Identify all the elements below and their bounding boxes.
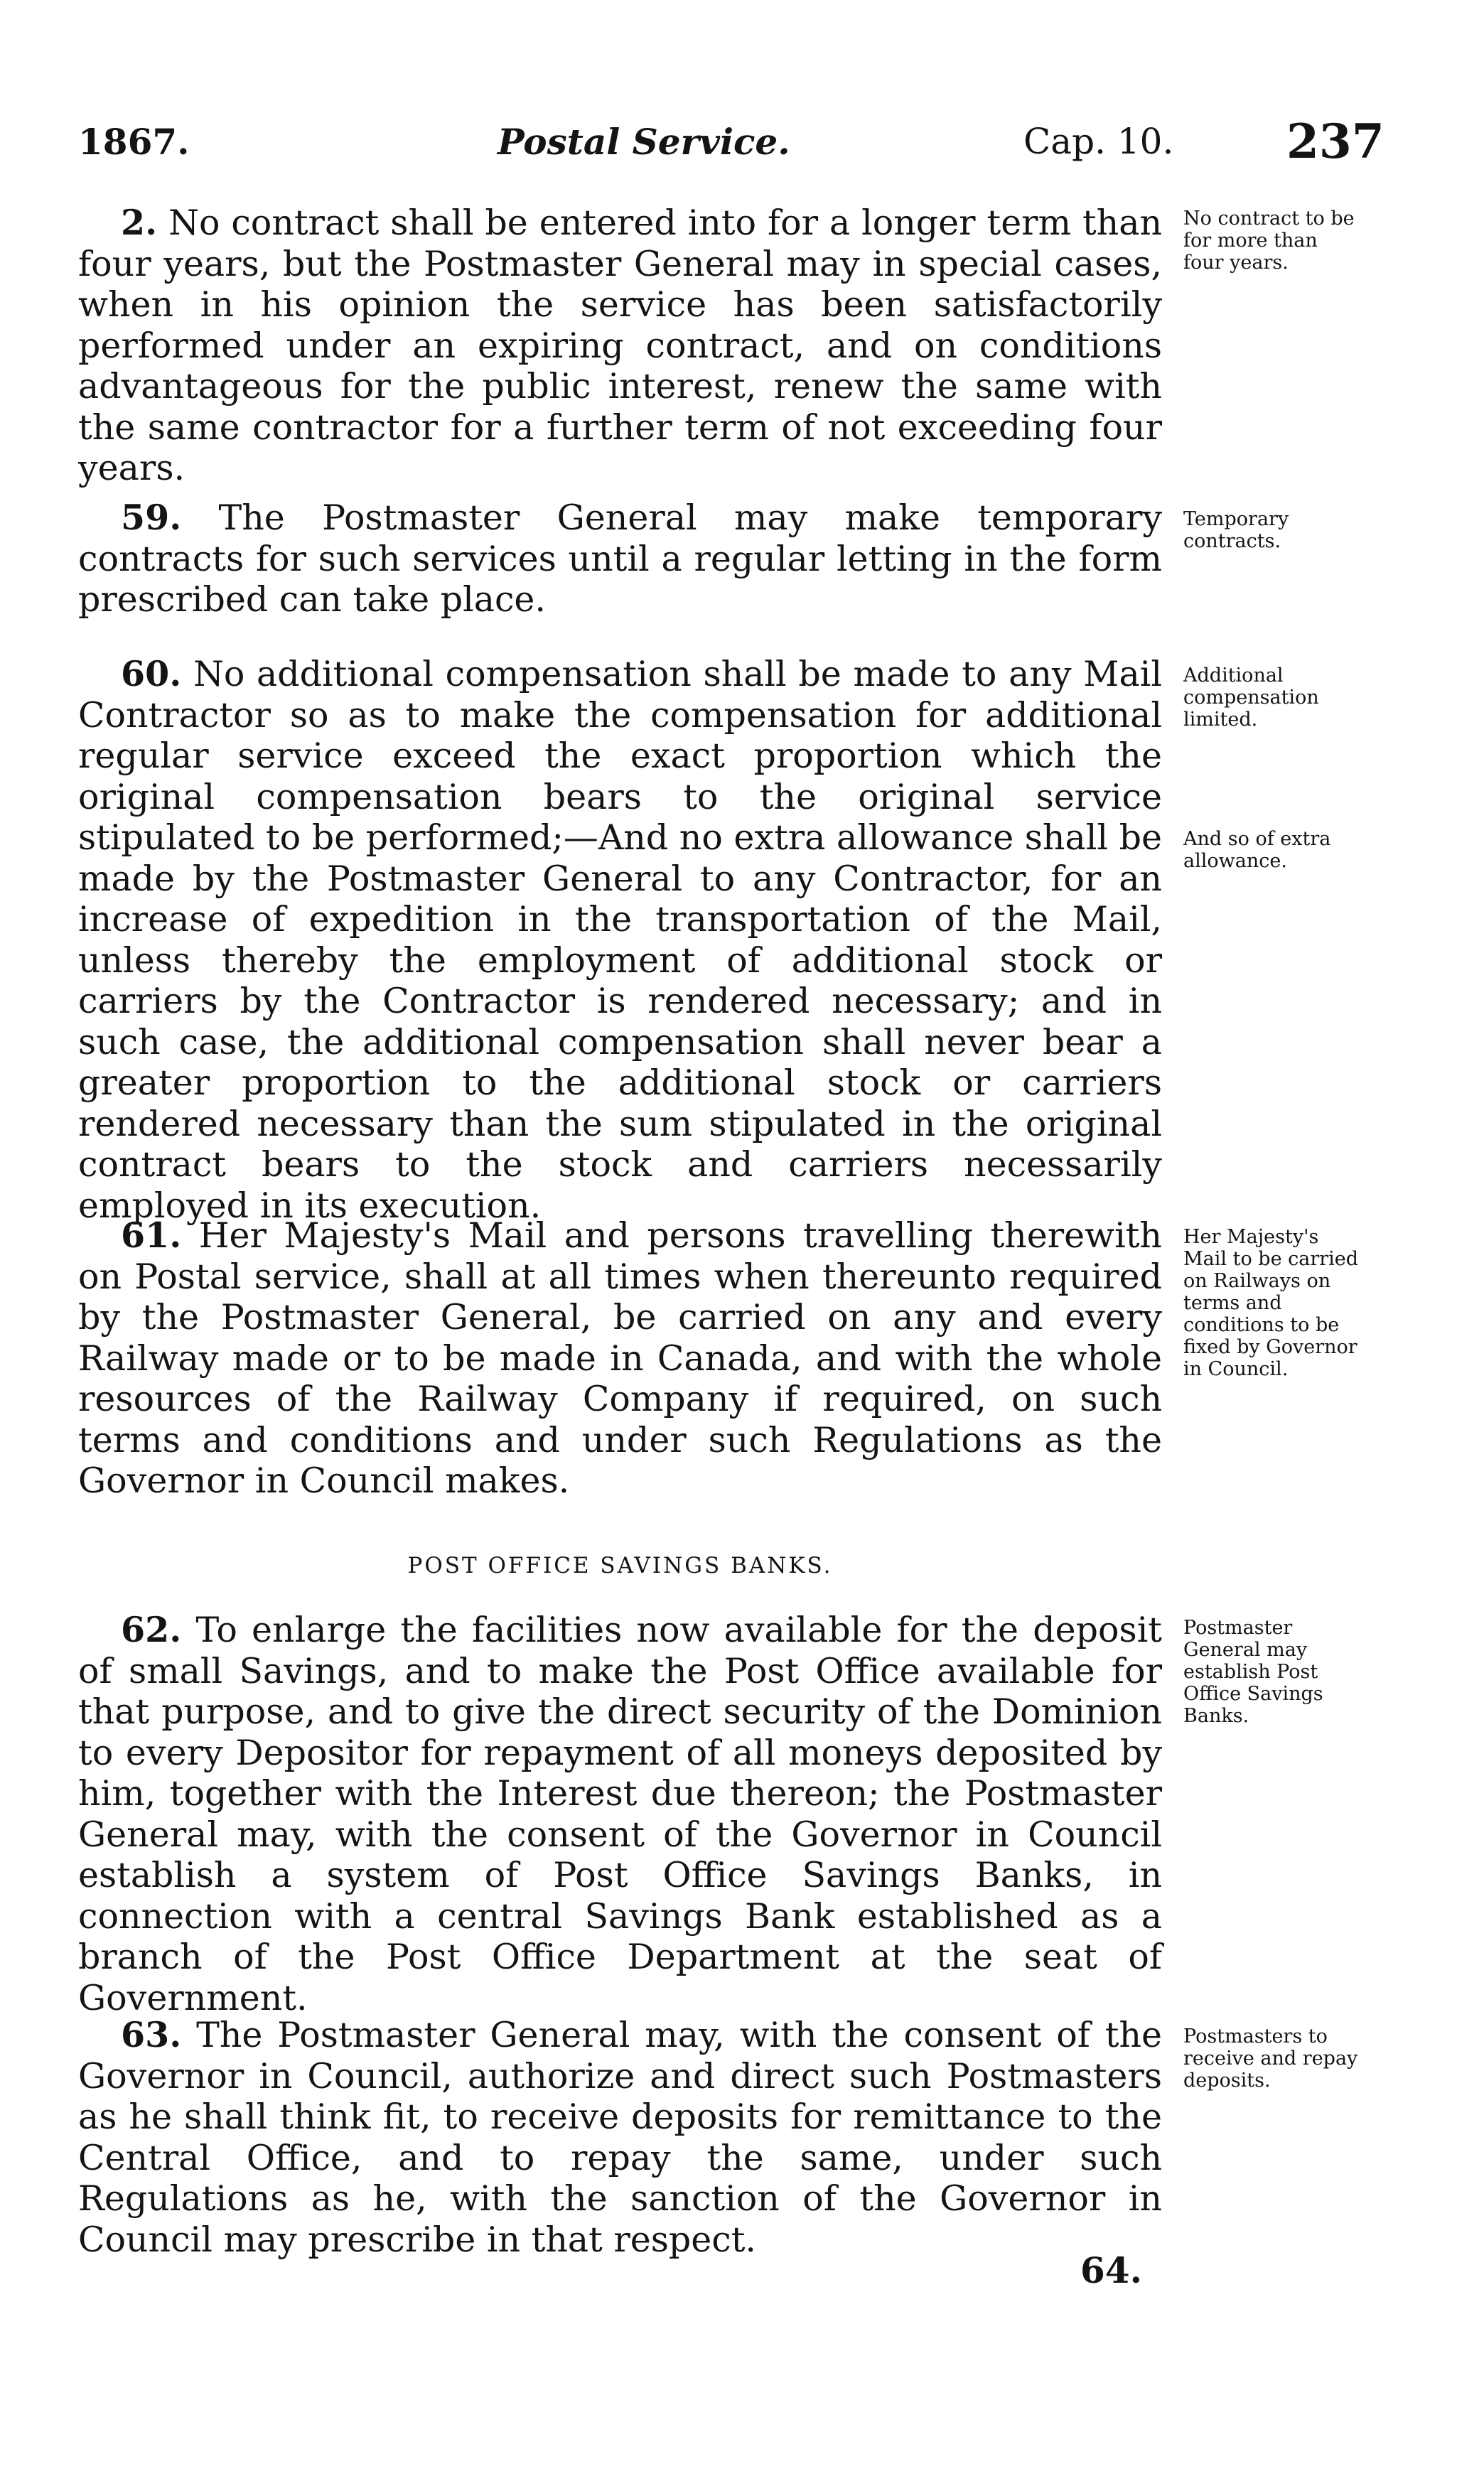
paragraph-number: 61. [121, 1215, 182, 1256]
paragraph-2 [78, 203, 1162, 489]
marginal-note-extra-allowance: And so of extra allowance. [1183, 828, 1331, 872]
paragraph-number: 59. [121, 497, 182, 538]
marginal-note-additional-compensation: Additional compensation limited. [1183, 664, 1319, 731]
paragraph-number: 2. [121, 202, 158, 243]
header-title: Postal Service. [498, 121, 790, 163]
paragraph-text: Her Majesty's Mail and persons travelling therewith on Postal service, shall at all times when thereunto required by the Postmaster General, be carried on any and every Railway made or to be made in Canada, and with the whole resources of the Railway Company if required, on such terms and conditions and under such Regulations as the Governor in Council makes. [78, 1215, 1162, 1501]
paragraph-number: 62. [121, 1609, 182, 1650]
paragraph-59 [78, 497, 1162, 620]
paragraph-number: 63. [121, 2014, 182, 2055]
marginal-note-savings-banks: Postmaster General may establish Post Office Savings Banks. [1183, 1617, 1323, 1727]
page-number: 237 [1286, 114, 1384, 169]
catchword: 64. [1080, 2249, 1142, 2291]
marginal-note-deposits: Postmasters to receive and repay deposits. [1183, 2025, 1358, 2092]
paragraph-text: To enlarge the facilities now available for the deposit of small Savings, and to make the Post Office available for that purpose, and to give the direct security of the Dominion to every Depositor for repayment of all moneys deposited by him, together with the Interest due thereon; the Postmaster General may, with the consent of the Governor in Council establish a system of Post Office Savings Banks, in connection with a central Savings Bank established as a branch of the Post Office Department at the seat of Government. [78, 1610, 1162, 2018]
header-chapter: Cap. 10. [1023, 121, 1174, 162]
paragraph-text: No additional compensation shall be made to any Mail Contractor so as to make the compensation for additional regular service exceed the exact proportion which the original compensation bears to the original service stipulated to be performed;—And no extra allowance shall be made by the Postmaster General to any Contractor, for an increase of expedition in the transportation of the Mail, unless thereby the employment of additional stock or carriers by the Contractor is rendered necessary; and in such case, the additional compensation shall never bear a greater proportion to the additional stock or carriers rendered necessary than the sum stipulated in the original contract bears to the stock and carriers necessarily employed in its execution. [78, 654, 1162, 1226]
paragraph-63 [78, 2015, 1162, 2260]
paragraph-number: 60. [121, 653, 182, 694]
paragraph-text: The Postmaster General may make temporary contracts for such services until a regular letting in the form prescribed can take place. [78, 497, 1162, 620]
marginal-note-railways: Her Majesty's Mail to be carried on Railways on terms and conditions to be fixed by Governor in Council. [1183, 1226, 1359, 1380]
paragraph-61 [78, 1215, 1162, 1502]
marginal-note-no-contract: No contract to be for more than four years. [1183, 208, 1355, 274]
marginal-note-temporary: Temporary contracts. [1183, 508, 1289, 552]
header-year: 1867. [78, 121, 190, 163]
section-heading: POST OFFICE SAVINGS BANKS. [407, 1553, 833, 1578]
paragraph-60 [78, 654, 1162, 1226]
paragraph-62 [78, 1610, 1162, 2018]
paragraph-text: No contract shall be entered into for a longer term than four years, but the Postmaster General may in special cases, when in his opinion the service has been satisfactorily performed under an expiring contract, and on conditions advantageous for the public interest, renew the same with the same contractor for a further term of not exceeding four years. [78, 203, 1163, 488]
paragraph-text: The Postmaster General may, with the consent of the Governor in Council, authorize and direct such Postmasters as he shall think fit, to receive deposits for remittance to the Central Office, and to repay the same, under such Regulations as he, with the sanction of the Governor in Council may prescribe in that respect. [78, 2015, 1163, 2260]
